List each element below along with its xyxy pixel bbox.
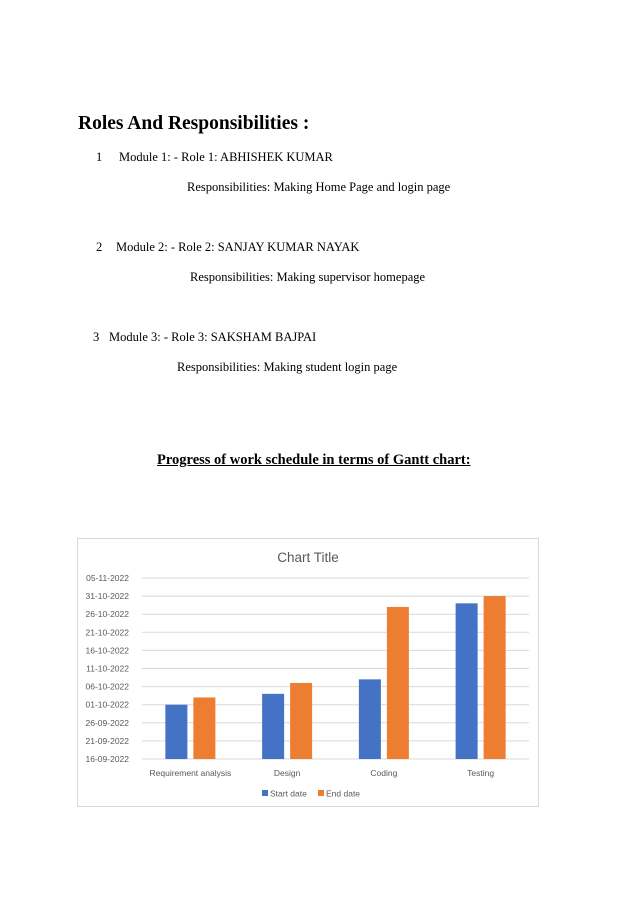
role-1-module: Module 1: - Role 1: ABHISHEK KUMAR <box>119 150 333 164</box>
y-tick-label: 16-10-2022 <box>85 645 129 656</box>
role-2-responsibility: Responsibilities: Making supervisor homepage <box>190 270 426 284</box>
x-tick-label: Testing <box>467 768 495 778</box>
gantt-chart <box>77 538 539 807</box>
y-tick-label: 06-10-2022 <box>85 681 129 692</box>
role-2-module: Module 2: - Role 2: SANJAY KUMAR NAYAK <box>116 240 360 254</box>
y-tick-label: 16-09-2022 <box>85 754 129 764</box>
bar-end-2 <box>290 683 312 759</box>
bar-end-4 <box>484 596 506 759</box>
chart-canvas <box>78 539 538 806</box>
y-tick-label: 05-11-2022 <box>86 573 129 583</box>
chart-title: Chart Title <box>277 550 339 565</box>
legend-label: End date <box>326 788 361 799</box>
role-1-number: 1 <box>96 150 103 164</box>
page-heading: Roles And Responsibilities : <box>78 113 310 134</box>
role-3-number: 3 <box>93 330 100 344</box>
y-tick-label: 26-10-2022 <box>85 609 129 620</box>
bar-end-1 <box>193 697 215 759</box>
legend-label: Start date <box>270 788 307 799</box>
role-1-responsibility: Responsibilities: Making Home Page and login page <box>187 180 451 194</box>
legend-swatch <box>262 790 268 796</box>
role-3-responsibility: Responsibilities: Making student login page <box>177 360 398 374</box>
x-tick-label: Design <box>273 768 301 778</box>
role-2-number: 2 <box>96 240 103 254</box>
y-tick-label: 21-09-2022 <box>85 735 129 746</box>
y-tick-label: 26-09-2022 <box>85 717 129 728</box>
bar-start-3 <box>359 679 381 759</box>
y-tick-label: 21-10-2022 <box>85 627 129 638</box>
x-tick-label: Coding <box>370 768 398 778</box>
y-tick-label: 31-10-2022 <box>85 591 129 602</box>
role-3-module: Module 3: - Role 3: SAKSHAM BAJPAI <box>109 330 317 344</box>
y-tick-label: 11-10-2022 <box>86 663 129 674</box>
y-tick-label: 01-10-2022 <box>85 699 129 710</box>
bar-start-1 <box>165 705 187 759</box>
bar-end-3 <box>387 607 409 759</box>
gantt-heading: Progress of work schedule in terms of Gantt chart: <box>157 452 471 468</box>
bar-start-2 <box>262 694 284 759</box>
bar-start-4 <box>456 603 478 759</box>
x-tick-label: Requirement analysis <box>149 768 232 778</box>
legend-swatch <box>318 790 324 796</box>
